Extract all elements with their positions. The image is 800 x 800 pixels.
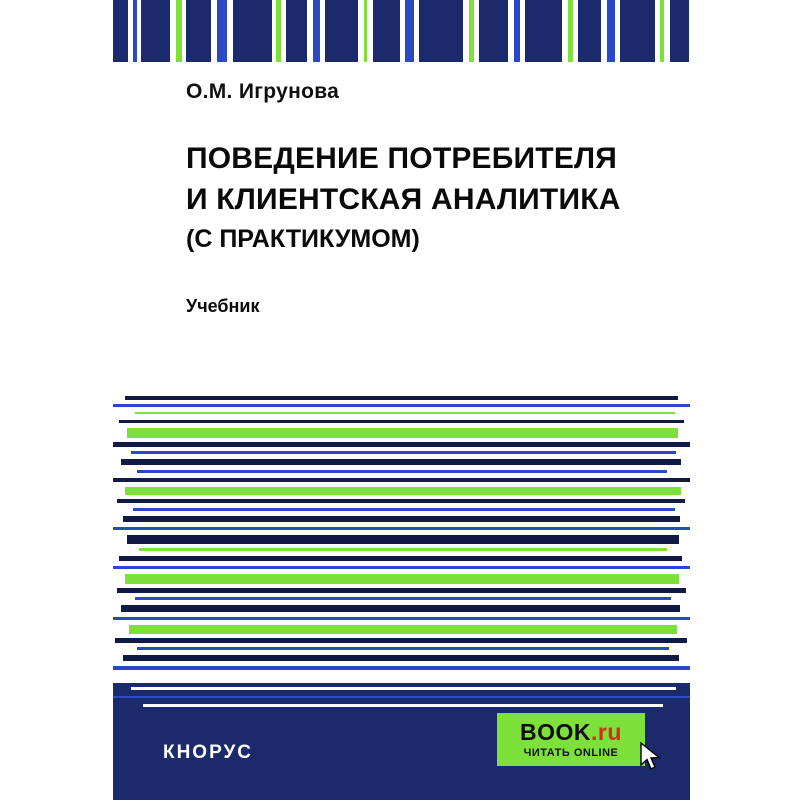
horizontal-stripe-field	[113, 388, 690, 678]
top-stripe-12	[233, 0, 272, 62]
author-name: О.М. Игрунова	[186, 80, 340, 103]
horizontal-stripe-15	[127, 535, 679, 544]
horizontal-stripe-9	[113, 478, 690, 482]
title-line-1: ПОВЕДЕНИЕ ПОТРЕБИТЕЛЯ	[186, 142, 618, 175]
horizontal-stripe-18	[113, 566, 690, 569]
horizontal-stripe-4	[127, 428, 678, 438]
top-stripe-26	[405, 0, 414, 62]
horizontal-stripe-5	[113, 442, 690, 447]
mouse-cursor-icon	[640, 742, 662, 772]
top-stripe-8	[186, 0, 211, 62]
top-stripe-24	[373, 0, 400, 62]
book-kind-label: Учебник	[186, 296, 260, 316]
top-stripe-40	[578, 0, 601, 62]
horizontal-stripe-13	[123, 516, 680, 522]
top-stripe-4	[141, 0, 170, 62]
horizontal-stripe-23	[113, 617, 690, 620]
horizontal-stripe-14	[113, 527, 690, 530]
top-stripe-42	[607, 0, 615, 62]
horizontal-stripe-22	[121, 605, 680, 612]
horizontal-stripe-26	[137, 647, 669, 650]
horizontal-stripe-0	[125, 396, 678, 400]
top-stripe-16	[286, 0, 307, 62]
horizontal-stripe-12	[133, 508, 675, 511]
horizontal-stripe-28	[113, 666, 690, 670]
top-stripe-44	[620, 0, 655, 62]
horizontal-stripe-19	[125, 574, 679, 584]
top-stripe-10	[217, 0, 227, 62]
horizontal-stripe-8	[137, 470, 667, 473]
publisher-name: КНОРУС	[162, 742, 254, 763]
bookru-domain: .ru	[591, 718, 622, 745]
horizontal-stripe-21	[135, 597, 671, 600]
bottom-stripe-0	[113, 678, 690, 683]
horizontal-stripe-16	[139, 548, 667, 551]
top-stripe-9	[211, 0, 218, 62]
bookru-badge-caption: ЧИТАТЬ ONLINE	[523, 746, 619, 759]
top-stripe-33	[508, 0, 515, 62]
horizontal-stripe-10	[125, 487, 681, 495]
top-stripe-18	[313, 0, 320, 62]
horizontal-stripe-1	[113, 404, 690, 407]
horizontal-stripe-17	[119, 556, 682, 561]
horizontal-stripe-2	[135, 412, 675, 414]
horizontal-stripe-7	[121, 459, 681, 465]
horizontal-stripe-11	[117, 499, 685, 503]
top-stripe-36	[525, 0, 562, 62]
top-stripe-28	[419, 0, 464, 62]
bookru-brand: BOOK	[520, 718, 592, 745]
top-stripe-band	[113, 0, 690, 62]
top-stripe-0	[113, 0, 128, 62]
horizontal-stripe-3	[119, 420, 684, 423]
title-block	[186, 138, 706, 258]
title-line-2: И КЛИЕНТСКАЯ АНАЛИТИКА	[186, 183, 621, 217]
bottom-stripe-1	[131, 687, 676, 690]
top-stripe-32	[479, 0, 508, 62]
top-stripe-20	[325, 0, 358, 62]
title-subtitle: (С ПРАКТИКУМОМ)	[186, 224, 420, 253]
horizontal-stripe-24	[129, 625, 677, 634]
horizontal-stripe-6	[131, 451, 676, 454]
horizontal-stripe-20	[117, 588, 686, 593]
bottom-stripe-3	[143, 704, 663, 707]
top-stripe-48	[670, 0, 689, 62]
horizontal-stripe-27	[123, 655, 679, 661]
horizontal-stripe-25	[115, 638, 687, 643]
bookru-badge[interactable]	[497, 713, 645, 766]
bookru-badge-title	[520, 718, 622, 745]
bottom-stripe-2	[113, 696, 690, 698]
